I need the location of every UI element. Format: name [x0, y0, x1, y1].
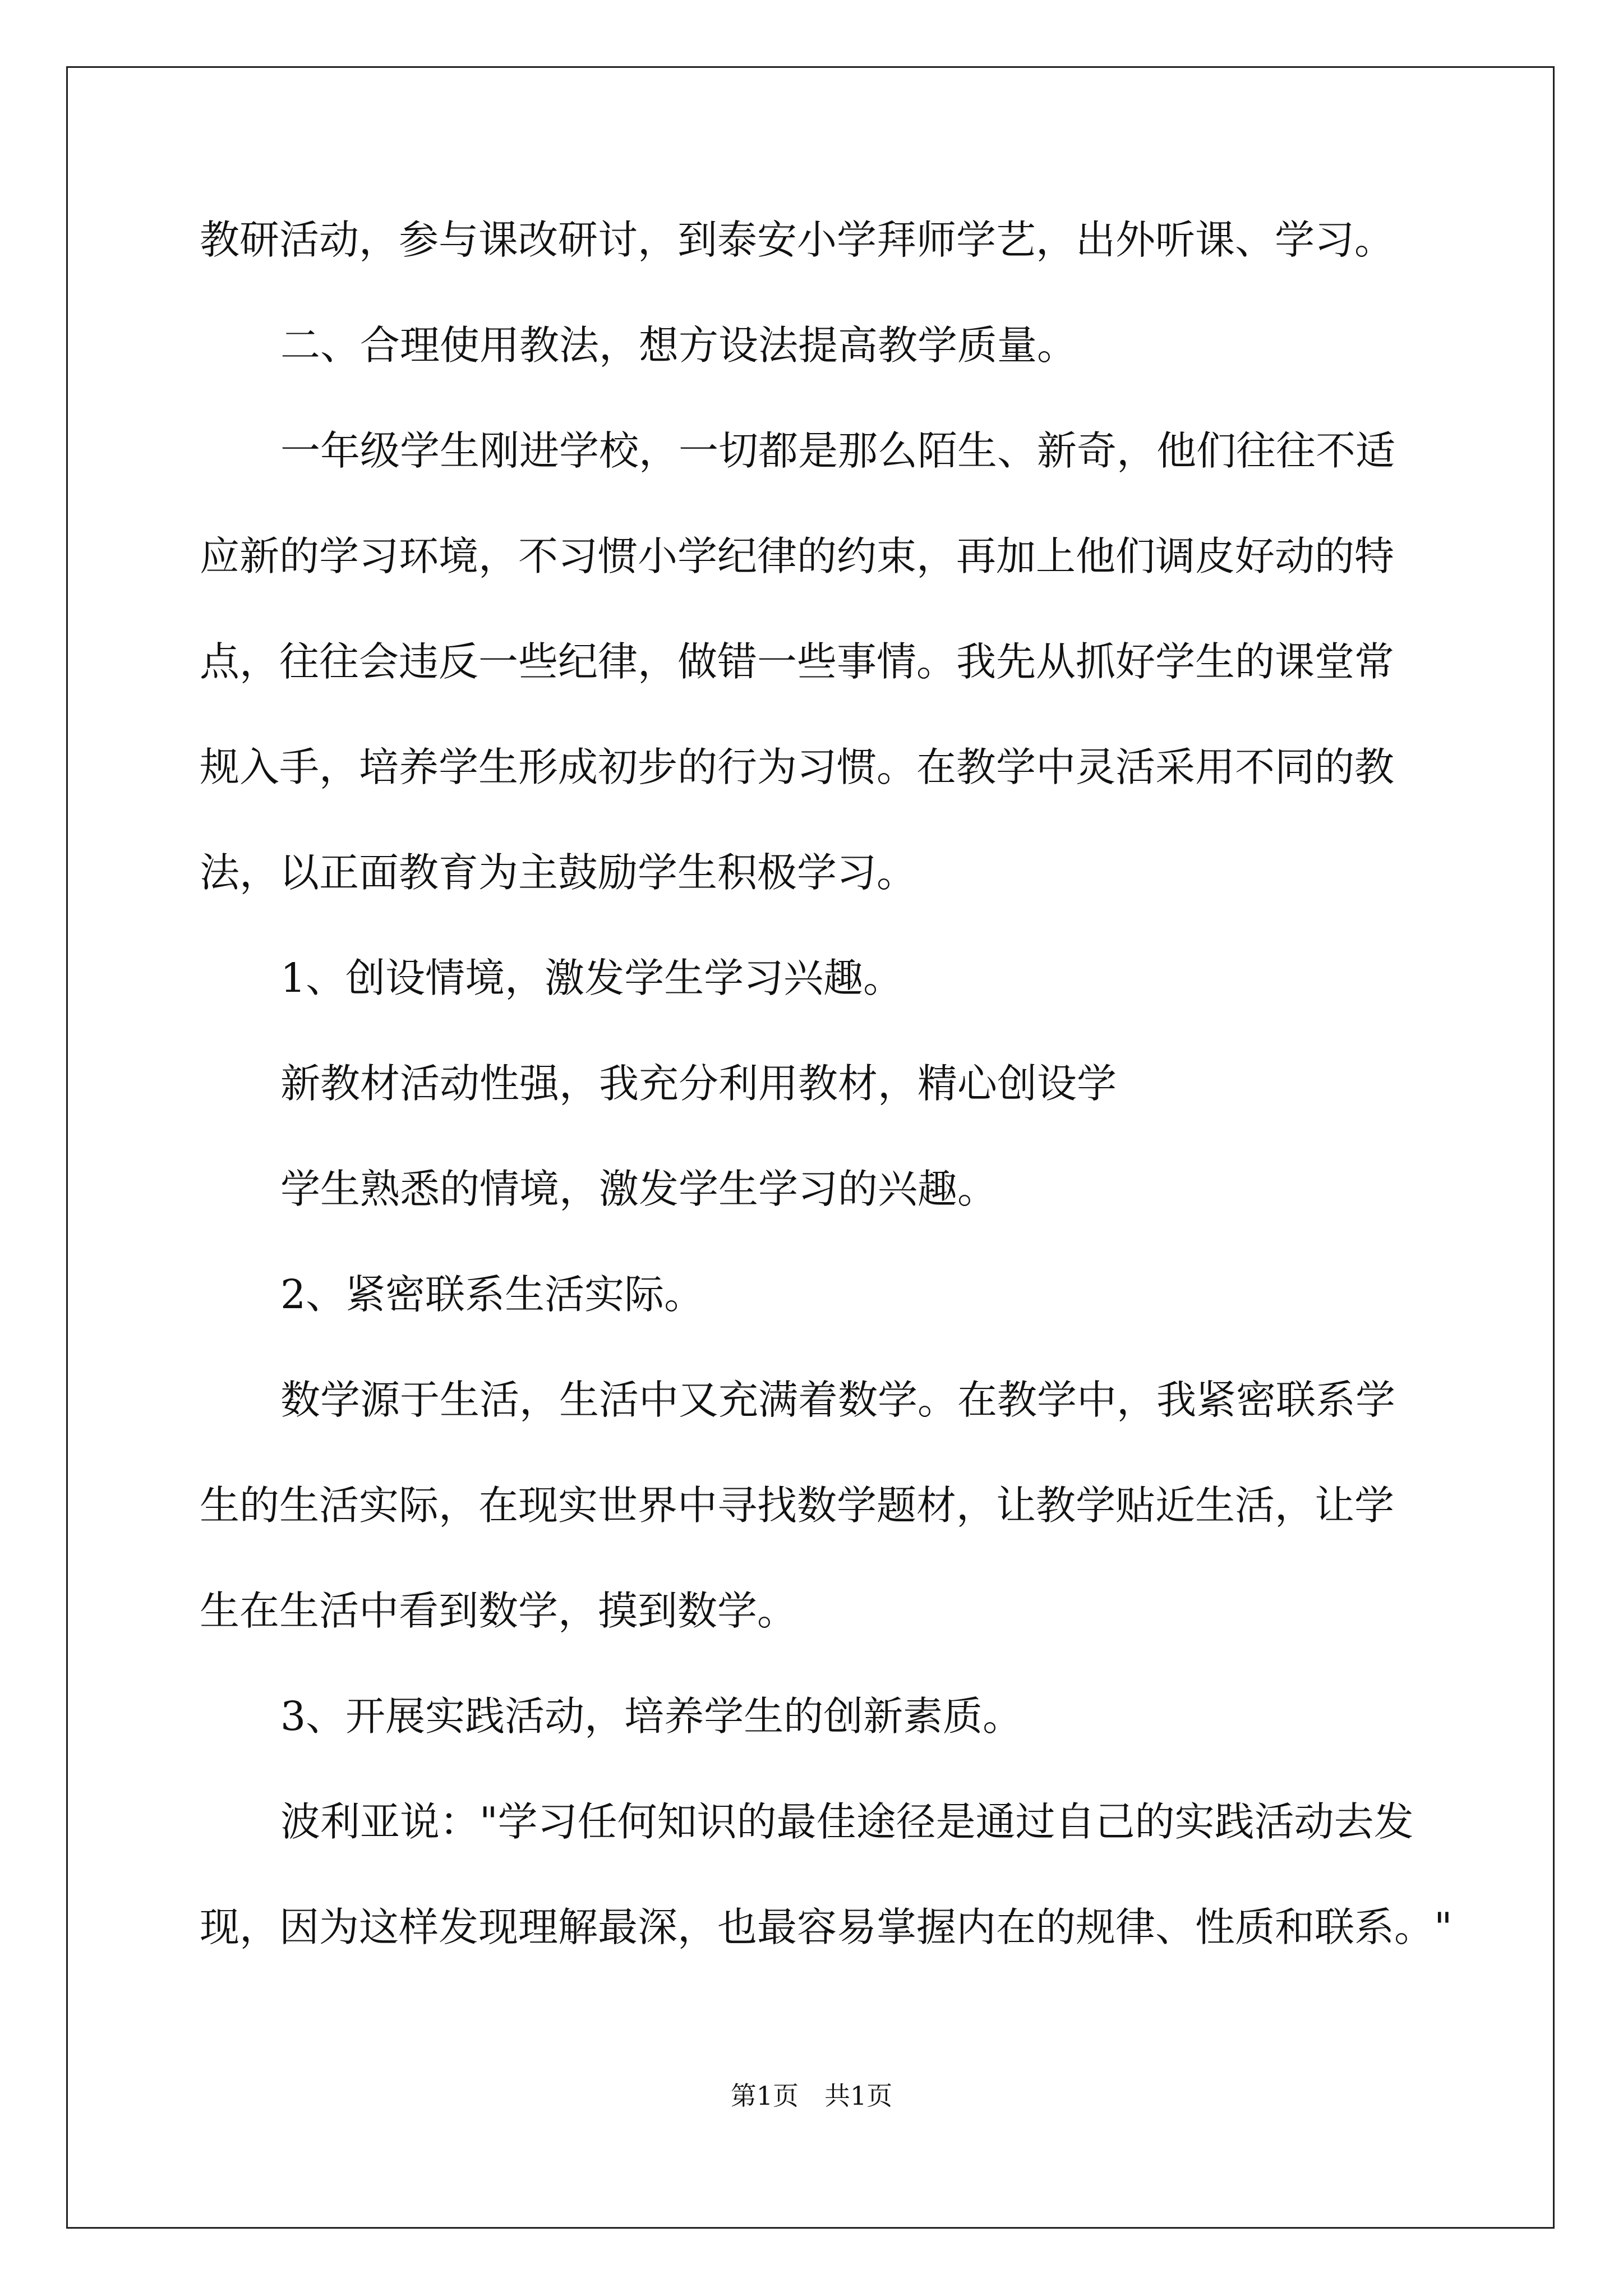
page-footer: 第1页 共1页: [730, 2081, 893, 2111]
text-line: 新教材活动性强，我充分利用教材，精心创设学: [280, 1060, 1117, 1107]
text-line: 生的生活实际，在现实世界中寻找数学题材，让教学贴近生活，让学: [200, 1482, 1395, 1529]
text-line: 1、创设情境，激发学生学习兴趣。: [280, 955, 903, 1001]
text-line: 规入手，培养学生形成初步的行为习惯。在教学中灵活采用不同的教: [200, 744, 1395, 790]
text-line: 生在生活中看到数学，摸到数学。: [200, 1588, 797, 1634]
text-line: 现，因为这样发现理解最深，也最容易掌握内在的规律、性质和联系。": [200, 1904, 1453, 1950]
text-line: 一年级学生刚进学校，一切都是那么陌生、新奇，他们往往不适: [280, 427, 1396, 474]
text-line: 教研活动，参与课改研讨，到泰安小学拜师学艺，出外听课、学习。: [200, 217, 1395, 263]
text-line: 法，以正面教育为主鼓励学生积极学习。: [200, 849, 917, 896]
text-line: 学生熟悉的情境，激发学生学习的兴趣。: [280, 1166, 998, 1212]
text-line: 点，往往会违反一些纪律，做错一些事情。我先从抓好学生的课堂常: [200, 638, 1395, 685]
text-line: 应新的学习环境，不习惯小学纪律的约束，再加上他们调皮好动的特: [200, 533, 1395, 579]
text-line: 数学源于生活，生活中又充满着数学。在教学中，我紧密联系学: [280, 1377, 1396, 1423]
text-line: 二、合理使用教法，想方设法提高教学质量。: [280, 322, 1077, 369]
text-line: 2、紧密联系生活实际。: [280, 1271, 704, 1318]
text-line: 波利亚说："学习任何知识的最佳途径是通过自己的实践活动去发: [280, 1798, 1414, 1845]
text-line: 3、开展实践活动，培养学生的创新素质。: [280, 1693, 1023, 1740]
